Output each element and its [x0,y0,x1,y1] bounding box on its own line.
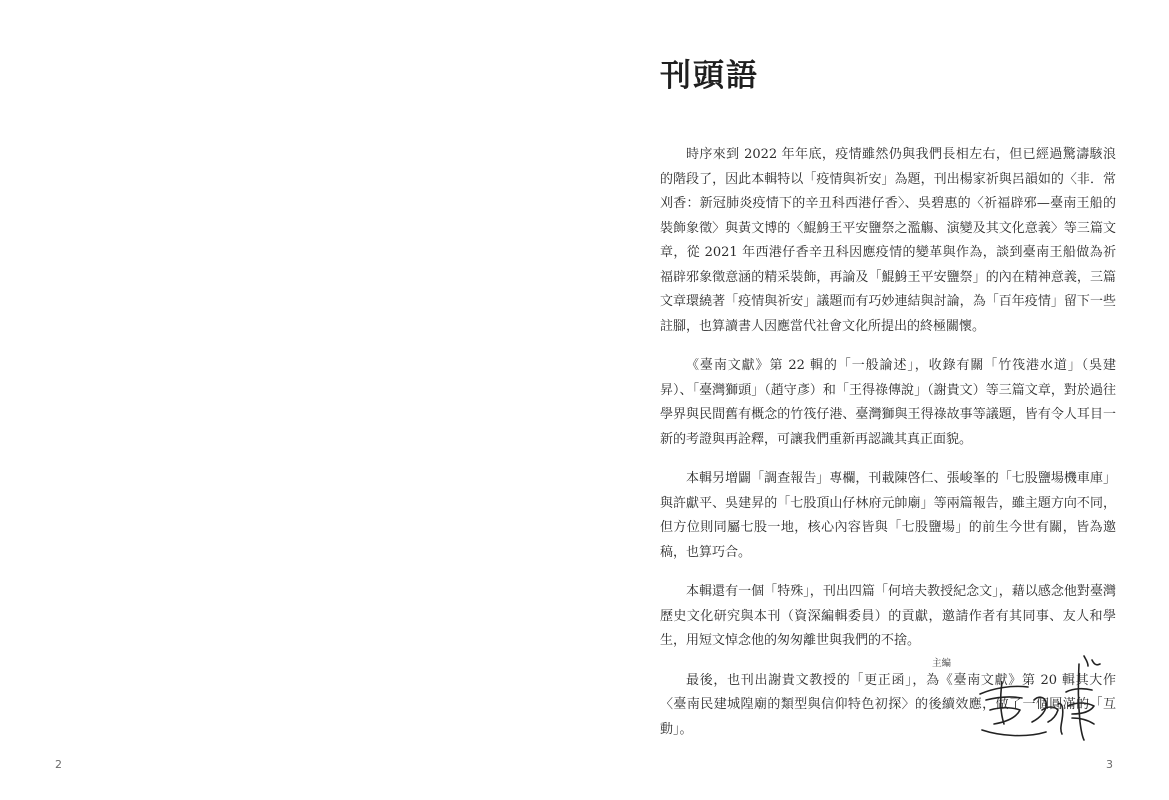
page-number-left: 2 [55,758,62,771]
paragraph-4: 本輯還有一個「特殊」，刊出四篇「何培夫教授紀念文」，藉以感念他對臺灣歷史文化研究與本刊（資深編輯委員）的貢獻，邀請作者有其同事、友人和學生，用短文悼念他的匆匆離世與我們的不捨。 [660,584,1116,648]
left-page [0,0,584,800]
paragraph-1: 時序來到 2022 年年底，疫情雖然仍與我們長相左右，但已經過驚濤駭浪的階段了，因此本輯特以「疫情與祈安」為題，刊出楊家祈與呂韻如的〈非．常刈香：新冠肺炎疫情下的辛丑科西港仔香〉、吳碧惠的〈祈福辟邪—臺南王船的裝飾象徵〉與黃文博的〈鯤鯓王平安鹽祭之濫觴、演變及其文化意義〉等三篇文章，從 2021 年西港仔香辛丑科因應疫情的變革與作為，談到臺南王船做為祈福辟邪象徵意涵的精采裝飾，再論及「鯤鯓王平安鹽祭」的內在精神意義，三篇文章環繞著「疫情與祈安」議題而有巧妙連結與討論，為「百年疫情」留下一些註腳，也算讀書人因應當代社會文化所提出的終極關懷。 [660,147,1116,334]
page-title: 刊頭語 [660,58,759,94]
editor-signature [976,652,1116,747]
paragraph-3: 本輯另增闢「調查報告」專欄，刊載陳啓仁、張峻峯的「七股鹽場機車庫」與許獻平、吳建昇的「七股頂山仔林府元帥廟」等兩篇報告，雖主題方向不同，但方位則同屬七股一地，核心內容皆與「七股鹽場」的前生今世有關，皆為邀稿，也算巧合。 [660,471,1116,560]
page-number-right: 3 [1106,758,1113,771]
paragraph-2: 《臺南文獻》第 22 輯的「一般論述」，收錄有關「竹筏港水道」（吳建昇）、「臺灣獅頭」（趙守彥）和「王得祿傳說」（謝貴文）等三篇文章，對於過往學界與民間舊有概念的竹筏仔港、臺灣獅與王得祿故事等議題，皆有令人耳目一新的考證與再詮釋，可讓我們重新再認識其真正面貌。 [660,358,1116,447]
paragraph-5: 最後，也刊出謝貴文教授的「更正函」，為《臺南文獻》第 20 輯其大作〈臺南民建城隍廟的類型與信仰特色初探〉的後續效應，做了一個圓滿的「互動」。 [660,672,1116,737]
editor-label: 主編 [932,658,952,669]
right-page [584,0,1169,800]
